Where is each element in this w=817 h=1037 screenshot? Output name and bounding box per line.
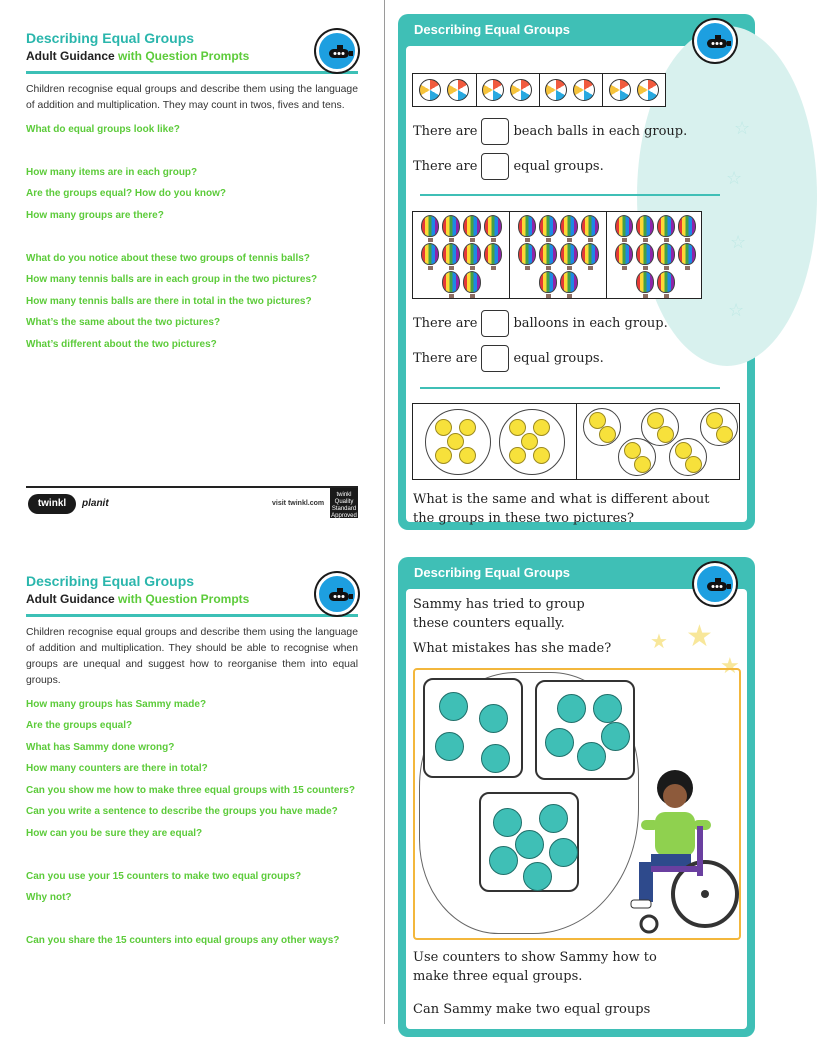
question-prompt: How many tennis balls are there in total in the two pictures? <box>26 295 312 307</box>
balloon-icon <box>421 215 439 237</box>
star-icon: ☆ <box>730 232 747 252</box>
balloon-icon <box>463 243 481 265</box>
tennis-ball-icon <box>509 419 526 436</box>
tennis-ball-strip <box>412 403 740 480</box>
balloon-icon <box>518 215 536 237</box>
subtitle-prompts: with Question Prompts <box>114 592 250 606</box>
counter <box>549 838 578 867</box>
balloon-icon <box>484 215 502 237</box>
balloon-icon <box>581 243 599 265</box>
question-prompt: What do you notice about these two groups of tennis balls? <box>26 252 310 264</box>
title-rule <box>26 614 358 617</box>
line-text: equal groups. <box>513 159 604 174</box>
wheelchair-girl-icon <box>611 766 741 938</box>
twinkl-logo[interactable]: twinkl <box>28 494 76 514</box>
guidance-page-1 <box>26 30 358 351</box>
counter <box>481 744 510 773</box>
question-prompt: Can you use your 15 counters to make two equal groups? <box>26 870 302 882</box>
question-prompt: How many tennis balls are in each group in the two pictures? <box>26 274 318 285</box>
tennis-ball-icon <box>533 419 550 436</box>
beach-ball-icon <box>510 79 532 101</box>
task-text: Can Sammy make two equal groups <box>413 1002 651 1017</box>
counter <box>577 742 606 771</box>
tennis-ball-icon <box>509 447 526 464</box>
counter <box>557 694 586 723</box>
counter <box>593 694 622 723</box>
balloon-icon <box>615 243 633 265</box>
page-title: Describing Equal Groups <box>26 30 195 46</box>
beach-ball-icon <box>609 79 631 101</box>
balloon-icon <box>581 215 599 237</box>
beach-ball-icon <box>447 79 469 101</box>
question-line <box>413 118 687 145</box>
question-prompt: Can you show me how to make three equal groups with 15 counters? <box>26 784 355 796</box>
question-line <box>413 345 604 372</box>
title-rule <box>26 71 358 74</box>
balloon-icon <box>442 215 460 237</box>
counter <box>539 804 568 833</box>
question-prompt: Are the groups equal? How do you know? <box>26 188 227 199</box>
question-prompt: What’s different about the two pictures? <box>26 338 217 350</box>
line-text: There are <box>413 351 478 366</box>
tennis-ball-icon <box>459 419 476 436</box>
page-title: Describing Equal Groups <box>26 573 195 589</box>
page-subtitle <box>26 49 358 63</box>
card-body <box>406 589 747 1029</box>
guidance-paragraph: Children recognise equal groups and describe them using the language of addition and multiplication. They should be able to recognise when groups are unequal and suggest how to reorganise them into equal groups. <box>26 627 358 686</box>
counter <box>439 692 468 721</box>
balloon-icon <box>615 215 633 237</box>
question-prompt: How many counters are there in total? <box>26 763 208 774</box>
question-prompt: Why not? <box>26 892 72 903</box>
balloon-icon <box>484 243 502 265</box>
line-text: balloons in each group. <box>513 316 668 331</box>
subtitle-adult: Adult Guidance <box>26 592 115 606</box>
card-title: Describing Equal Groups <box>414 565 571 580</box>
planit-logo: planit <box>82 498 109 509</box>
card-body <box>406 46 751 526</box>
submarine-icon <box>316 30 358 72</box>
star-icon: ★ <box>720 653 740 678</box>
visit-link[interactable]: visit twinkl.com <box>272 500 325 507</box>
balloon-icon <box>539 215 557 237</box>
balloon-icon <box>636 215 654 237</box>
balloon-icon <box>421 243 439 265</box>
tennis-ball-icon <box>599 426 616 443</box>
question-prompt: Can you write a sentence to describe the groups you have made? <box>26 806 338 817</box>
card-title: Describing Equal Groups <box>414 22 571 37</box>
balloon-icon <box>636 271 654 293</box>
question-prompt: How can you be sure they are equal? <box>26 827 203 839</box>
balloon-icon <box>442 271 460 293</box>
star-icon: ☆ <box>728 300 745 320</box>
counter <box>523 862 552 891</box>
beach-ball-strip <box>412 73 666 107</box>
page-footer <box>26 486 358 520</box>
star-icon: ★ <box>650 631 668 653</box>
answer-box[interactable] <box>481 345 509 372</box>
subtitle-adult: Adult Guidance <box>26 49 115 63</box>
answer-box[interactable] <box>481 310 509 337</box>
tennis-ball-icon <box>435 419 452 436</box>
star-icon: ☆ <box>726 168 743 188</box>
star-icon: ★ <box>686 620 713 653</box>
beach-ball-icon <box>482 79 504 101</box>
question-prompt: What has Sammy done wrong? <box>26 741 175 753</box>
balloon-icon <box>560 243 578 265</box>
balloon-icon <box>657 271 675 293</box>
balloon-icon <box>560 271 578 293</box>
balloon-icon <box>636 243 654 265</box>
beach-ball-icon <box>637 79 659 101</box>
balloon-icon <box>539 243 557 265</box>
balloon-icon <box>678 215 696 237</box>
counter <box>435 732 464 761</box>
counter <box>489 846 518 875</box>
task-text: Use counters to show Sammy how to make three equal groups. <box>413 950 657 984</box>
star-icon: ☆ <box>734 118 751 138</box>
question-line: What is the same and what is different about the groups in these two pictures? <box>413 492 710 526</box>
intro-text: Sammy has tried to group these counters equally. <box>413 597 585 631</box>
tennis-ball-icon <box>533 447 550 464</box>
tennis-ball-icon <box>685 456 702 473</box>
submarine-icon <box>316 573 358 615</box>
balloon-icon <box>657 243 675 265</box>
submarine-icon <box>694 563 736 605</box>
line-text: There are <box>413 159 478 174</box>
page-divider <box>384 0 385 1024</box>
section-rule <box>420 387 720 389</box>
subtitle-prompts: with Question Prompts <box>114 49 250 63</box>
balloon-icon <box>463 215 481 237</box>
question-line <box>413 310 668 337</box>
activity-card-1 <box>398 14 755 530</box>
beach-ball-icon <box>419 79 441 101</box>
balloon-icon <box>539 271 557 293</box>
balloon-icon <box>518 243 536 265</box>
guidance-paragraph: Children recognise equal groups and describe them using the language of addition and multiplication. They may count in twos, fives and tens. <box>26 84 358 111</box>
tennis-ball-icon <box>716 426 733 443</box>
section-rule <box>420 194 720 196</box>
question-prompt: How many items are in each group? <box>26 166 198 178</box>
tennis-ball-icon <box>521 433 538 450</box>
question-prompt: What’s the same about the two pictures? <box>26 317 221 328</box>
counter <box>493 808 522 837</box>
guidance-page-2 <box>26 573 358 947</box>
answer-box[interactable] <box>481 118 509 145</box>
line-text: There are <box>413 316 478 331</box>
balloon-icon <box>678 243 696 265</box>
balloon-icon <box>442 243 460 265</box>
line-text: equal groups. <box>513 351 604 366</box>
question-text: What mistakes has she made? <box>413 641 612 656</box>
balloon-icon <box>560 215 578 237</box>
counter <box>545 728 574 757</box>
tennis-ball-icon <box>447 433 464 450</box>
answer-box[interactable] <box>481 153 509 180</box>
submarine-icon <box>694 20 736 62</box>
tennis-ball-icon <box>634 456 651 473</box>
question-prompt: What do equal groups look like? <box>26 123 180 135</box>
counter <box>479 704 508 733</box>
question-prompt: How many groups are there? <box>26 209 164 221</box>
tennis-ball-icon <box>657 426 674 443</box>
beach-ball-icon <box>545 79 567 101</box>
tennis-ball-icon <box>459 447 476 464</box>
question-prompt: Are the groups equal? <box>26 720 133 731</box>
page-subtitle <box>26 592 358 606</box>
illustration-frame <box>413 668 741 940</box>
counter <box>515 830 544 859</box>
beach-ball-icon <box>573 79 595 101</box>
balloon-icon <box>463 271 481 293</box>
balloon-strip <box>412 211 702 299</box>
quality-badge: twinkl Quality Standard Approved <box>330 488 358 518</box>
question-line <box>413 153 604 180</box>
counter <box>601 722 630 751</box>
line-text: beach balls in each group. <box>513 124 688 139</box>
question-prompt: Can you share the 15 counters into equal groups any other ways? <box>26 935 340 946</box>
line-text: There are <box>413 124 478 139</box>
balloon-icon <box>657 215 675 237</box>
question-prompt: How many groups has Sammy made? <box>26 698 207 710</box>
tennis-ball-icon <box>435 447 452 464</box>
activity-card-2 <box>398 557 755 1037</box>
